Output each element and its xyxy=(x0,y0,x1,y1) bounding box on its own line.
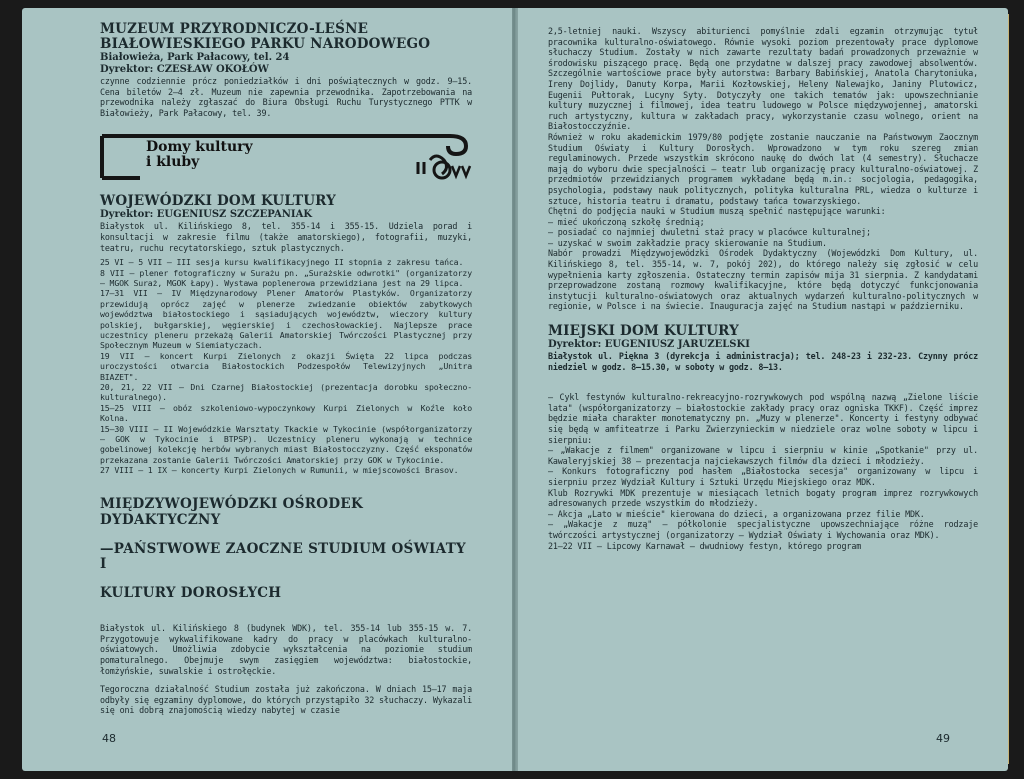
mdk-item: 21—22 VII — Lipcowy Karnawał — dwudniowy festyn, którego program xyxy=(548,540,862,551)
banner-line2: i kluby xyxy=(146,154,200,171)
wdk-event: 17—31 VII — IV Międzynarodowy Plener Amatorów Plastyków. Organizatorzy przewidują oprócz zajęć w plenerze zwiedzanie obiektów zabytkowych województwa białostockiego i sąsiadujących województw, wieczory kultury polskiej, bułgarskiej, węgierskiej i czechosłowackiej. Najlepsze prace uczestnicy pleneru przekażą Galerii Amatorskiej Twórczości Plastycznej przy Społecznym Muzeum w Siemiatyczach. xyxy=(100,288,472,351)
studium-paragraph-2: Również w roku akademickim 1979/80 podjęte zostanie nauczanie na Państwowym Zaocznym Studium Oświaty i Kultury Dorosłych. Wprowadzono w tym roku szereg zmian regulaminowych. Przede wszystkim skrócono naukę do dwóch lat (4 semestry). Słuchacze mają do wyboru dwie specjalności — teatr lub organizację pracy kulturalno-oświatowej. Z przedmiotów przewidzianych programem wykładane będą m.in.: socjologia, pedagogika, psychologia, podstawy nauk politycznych, polityka kulturalna PRL, wiedza o kulturze i sztuce, historia teatru i dramatu, podstawy tańca towarzyskiego. xyxy=(548,131,978,206)
mdk-address: Białystok ul. Piękna 3 (dyrekcja i administracja); tel. 248-23 i 232-23. Czynny prócz niedziel w godz. 8—15.30, w soboty w godz. 8—13. xyxy=(548,351,978,372)
domy-kultury-banner xyxy=(100,132,472,182)
mdk-title: MIEJSKI DOM KULTURY xyxy=(548,323,740,340)
modd-paragraph: Tegoroczna działalność Studium została już zakończona. W dniach 15—17 maja odbyły się egzaminy dyplomowe, do których przystąpiło 32 słuchaczy. Wykazali się oni dobrą znajomością wiedzy nabytej w czasie xyxy=(100,684,472,716)
wdk-event: 25 VI — 5 VII — III sesja kursu kwalifikacyjnego II stopnia z zakresu tańca. xyxy=(100,257,464,268)
wdk-intro: Białystok ul. Kilińskiego 8, tel. 355-14 i 355-15. Udziela porad i konsultacji w zakresie filmu (także amatorskiego), fotografii, muzyki, teatru, ruchu recytatorskiego, sztuk plastycznych. xyxy=(100,221,472,253)
mdk-director: Dyrektor: EUGENIUSZ JARUZELSKI xyxy=(548,339,750,351)
modd-title-line3: KULTURY DOROSŁYCH xyxy=(100,585,282,602)
condition-item: — posiadać co najmniej dwuletni staż pracy w placówce kulturalnej; xyxy=(548,227,871,238)
page-number-left: 48 xyxy=(102,732,116,745)
wdk-event: 20, 21, 22 VII — Dni Czarnej Białostockiej (prezentacja dorobku społeczno-kulturalnego). xyxy=(100,382,472,403)
studium-paragraph-1: 2,5-letniej nauki. Wszyscy abiturienci pomyślnie zdali egzamin otrzymując tytuł pracownika kulturalno-oświatowego. Równie wysoki poziom prezentowały prace dyplomowe słuchaczy Studium. Zostały w nich zawarte rezultaty badań prowadzonych przeważnie w środowisku piszącego pracę. Będą one przydatne w dalszej pracy zawodowej absolwentów. Szczególnie wartościowe prace były autorstwa: Barbary Babińskiej, Anatola Charytoniuka, Ireny Dojlidy, Danuty Korpa, Marii Kozłowskiej, Heleny Nalewajko, Janiny Plutowicz, Eugenii Pułtorak, Lucyny Syty. Dotyczyły one takich tematów jak: upowszechnianie kultury muzycznej i filmowej, idea teatru ludowego w Polsce międzywojennej, amatorski ruch artystyczny, kultura w zakładach pracy, wykorzystanie czasu wolnego, orient na Białostocczyźnie. xyxy=(548,26,978,132)
page-number-right: 49 xyxy=(936,732,950,745)
banner-line1: Domy kultury xyxy=(146,139,253,156)
wdk-events-list xyxy=(100,257,472,476)
mdk-item: — Konkurs fotograficzny pod hasłem „Białostocka secesja" organizowany w lipcu i sierpniu przez Wydział Kultury i Sztuki Urzędu Miejskiego oraz MDK. xyxy=(548,466,978,487)
museum-title-line2: BIAŁOWIESKIEGO PARKU NARODOWEGO xyxy=(100,36,431,52)
wdk-event: 27 VIII — 1 IX — koncerty Kurpi Zielonych w Rumunii, w miejscowości Brasov. xyxy=(100,465,459,476)
condition-item: — mieć ukończoną szkołę średnią; xyxy=(548,216,705,227)
museum-address: Białowieża, Park Pałacowy, tel. 24 xyxy=(100,52,290,63)
modd-title-line1: MIĘDZYWOJEWÓDZKI OŚRODEK DYDAKTYCZNY xyxy=(100,496,363,528)
mdk-item: — Akcja „Lato w mieście" kierowana do dzieci, a organizowana przez filie MDK. xyxy=(548,508,925,519)
modd-intro: Białystok ul. Kilińskiego 8 (budynek WDK), tel. 355-14 lub 355-15 w. 7. Przygotowuje wykwalifikowane kadry do pracy w placówkach kulturalno-oświatowych. Umożliwia zdobycie wykształcenia na poziomie studium pomaturalnego. Obejmuje swym zasięgiem województwa: białostockie, łomżyńskie, suwalskie i ostrołęckie. xyxy=(100,623,472,676)
wdk-event: 19 VII — koncert Kurpi Zielonych z okazji Święta 22 lipca podczas uroczystości otwarcia Białostockich Podzespołów Telewizyjnych „Unitra BIAZET". xyxy=(100,350,472,382)
right-page xyxy=(518,8,1008,771)
modd-title-line2: —PAŃSTWOWE ZAOCZNE STUDIUM OŚWIATY I xyxy=(100,540,466,573)
studium-paragraph-4: Nabór prowadzi Międzywojewódzki Ośrodek Dydaktyczny (Wojewódzki Dom Kultury, ul. Kilińskiego 8, tel. 355-14, w. 7, pokój 202), do którego należy się zgłosić w celu wypełnienia karty zgłoszenia. Ostateczny termin zapisów mija 31 sierpnia. Z kandydatami przeprowadzone zostaną rozmowy kwalifikacyjne, które będą dotyczyć funkcjonowania instytucji kulturalno-oświatowych oraz aktualnych wydarzeń kulturalno-politycznych w regionie, w Polsce i na świecie. Inauguracja zajęć na Studium nastąpi w październiku. xyxy=(548,248,978,312)
wdk-title: WOJEWÓDZKI DOM KULTURY xyxy=(100,193,337,210)
mdk-item: — Cykl festynów kulturalno-rekreacyjno-rozrywkowych pod wspólną nazwą „Zielone liście lata" (współorganizatorzy — białostockie zakłady pracy oraz ogniska TKKF). Część imprez będzie miała charakter monotematyczny pn. „Muzy w plenerze". Koncerty i festyny odbywać się będą w amfiteatrze i Parku Zwierzynieckim w niedziele oraz wolne soboty w lipcu i sierpniu: xyxy=(548,392,978,445)
wdk-event: 15—30 VIII — II Wojewódzkie Warsztaty Tkackie w Tykocinie (współorganizatorzy — GOK w Tykocinie i BTPSP). Uczestnicy pleneru wykonają w technice gobelinowej kolekcję herbów wybranych miast Białostocczyzny. Część eksponatów przekazana zostanie Galerii Twórczości Amatorskiej przy GOK w Tykocinie. xyxy=(100,423,472,465)
museum-director: Dyrektor: CZESŁAW OKOŁÓW xyxy=(100,64,269,75)
condition-item: — uzyskać w swoim zakładzie pracy skierowanie na Studium. xyxy=(548,237,827,248)
mdk-item: Klub Rozrywki MDK prezentuje w miesiącach letnich bogaty program imprez rozrywkowych adresowanych przede wszystkim do młodzieży. xyxy=(548,487,978,509)
wdk-event: 15—25 VIII — obóz szkoleniowo-wypoczynkowy Kurpi Zielonych w Koźle koło Kolna. xyxy=(100,402,472,424)
wdk-event: 8 VII — plener fotograficzny w Surażu pn. „Surażskie odwrotki" (organizatorzy — MGOK Suraż, MGOK Łapy). Wystawa poplenerowa przewidziana jest na 29 lipca. xyxy=(100,267,472,288)
museum-body: czynne codziennie prócz poniedziałków i dni poświątecznych w godz. 9—15. Cena biletów 2—4 zł. Muzeum nie zapewnia przewodnika. Zapotrzebowania na przewodnika należy zgłaszać do Biura Obsługi Ruchu Turystycznego PTTK w Białowieży, Park Pałacowy, tel. 39. xyxy=(100,76,472,118)
mdk-item: — „Wakacje z filmem" organizowane w lipcu i sierpniu w kinie „Spotkanie" przy ul. Kawaleryjskiej 38 — prezentacja najciekawszych filmów dla dzieci i młodzieży. xyxy=(548,445,978,466)
museum-title-line1: MUZEUM PRZYRODNICZO-LEŚNE xyxy=(100,21,369,37)
studium-paragraph-3: Chętni do podjęcia nauki w Studium muszą spełnić następujące warunki: xyxy=(548,206,886,217)
wdk-director: Dyrektor: EUGENIUSZ SZCZEPANIAK xyxy=(100,209,313,221)
mdk-item: — „Wakacje z muzą" — półkolonie specjalistyczne upowszechniające różne rodzaje twórczości artystycznej (organizatorzy — Wydział Oświaty i Wychowania oraz MDK). xyxy=(548,519,978,540)
left-page xyxy=(22,8,512,771)
